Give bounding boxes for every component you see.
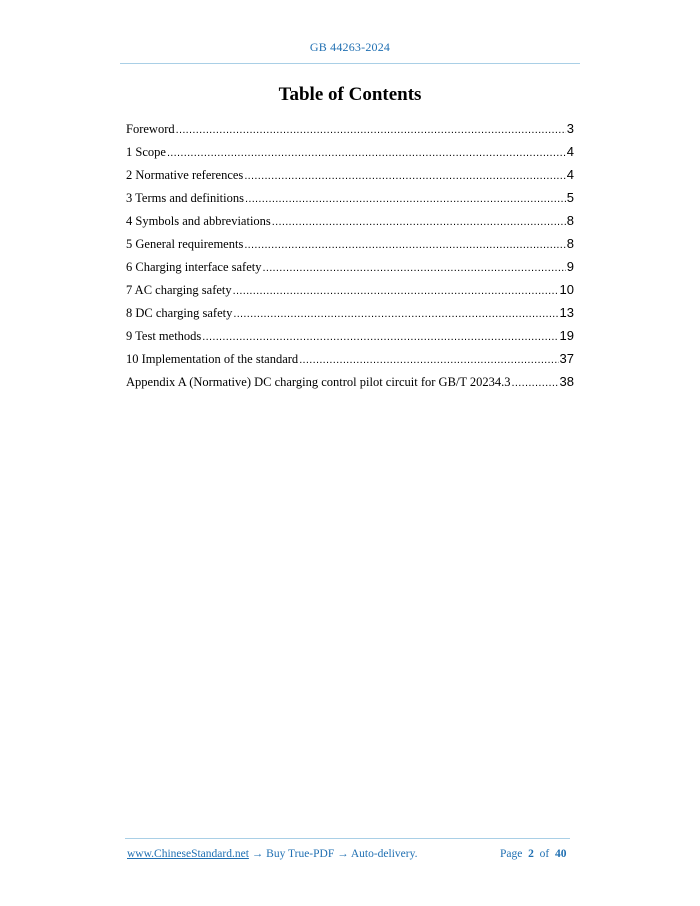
toc-entry[interactable] <box>126 370 574 393</box>
total-pages-number: 40 <box>554 848 567 860</box>
dot-leader <box>202 326 558 349</box>
toc-entry-label: 6 Charging interface safety <box>126 260 262 274</box>
toc-entry-label: 4 Symbols and abbreviations <box>126 214 271 228</box>
toc-entry[interactable] <box>126 278 574 301</box>
toc-entry[interactable] <box>126 186 574 209</box>
toc-entry[interactable] <box>126 301 574 324</box>
toc-entry-page: 8 <box>566 236 574 251</box>
site-link[interactable]: www.ChineseStandard.net <box>127 848 249 860</box>
running-header: GB 44263-2024 <box>309 40 391 54</box>
dot-leader <box>272 211 566 234</box>
dot-leader <box>167 142 566 165</box>
toc-entry-page: 4 <box>566 167 574 182</box>
page-indicator <box>500 848 566 860</box>
toc-entry[interactable] <box>126 163 574 186</box>
toc-entry-label: Foreword <box>126 122 175 136</box>
page-title: Table of Contents <box>278 84 422 105</box>
dot-leader <box>244 165 565 188</box>
toc-entry[interactable] <box>126 117 574 140</box>
footer-promo <box>127 848 417 860</box>
toc-entry[interactable] <box>126 347 574 370</box>
toc-entry[interactable] <box>126 140 574 163</box>
toc-entry-label: 2 Normative references <box>126 168 244 182</box>
toc-entry-label: Appendix A (Normative) DC charging control pilot circuit for GB/T 20234.3 <box>126 375 511 389</box>
toc-entry-label: 10 Implementation of the standard <box>126 352 299 366</box>
page-word: Page <box>500 848 523 860</box>
dot-leader <box>512 372 559 395</box>
toc-entry-label: 8 DC charging safety <box>126 306 233 320</box>
toc-entry-page: 19 <box>559 328 574 343</box>
toc-entry-page: 37 <box>559 351 574 366</box>
toc-entry[interactable] <box>126 232 574 255</box>
dot-leader <box>233 280 559 303</box>
toc-entry-page: 3 <box>566 121 574 136</box>
footer-tagline: → Buy True-PDF → Auto-delivery. <box>248 848 418 860</box>
toc-entry-page: 8 <box>566 213 574 228</box>
toc-entry-page: 13 <box>559 305 574 320</box>
toc-entry-page: 9 <box>566 259 574 274</box>
footer-divider <box>125 838 570 839</box>
toc-entry-page: 5 <box>566 190 574 205</box>
dot-leader <box>245 188 566 211</box>
toc-entry[interactable] <box>126 255 574 278</box>
toc-entry-page: 38 <box>559 374 574 389</box>
toc-list <box>126 117 574 393</box>
toc-entry-page: 4 <box>566 144 574 159</box>
dot-leader <box>299 349 558 372</box>
header-divider <box>120 63 580 64</box>
dot-leader <box>176 119 566 142</box>
toc-entry-label: 1 Scope <box>126 145 166 159</box>
toc-entry-label: 3 Terms and definitions <box>126 191 244 205</box>
toc-entry-label: 9 Test methods <box>126 329 202 343</box>
toc-entry-label: 7 AC charging safety <box>126 283 232 297</box>
dot-leader <box>244 234 565 257</box>
toc-entry[interactable] <box>126 209 574 232</box>
toc-entry[interactable] <box>126 324 574 347</box>
current-page-number: 2 <box>528 848 534 860</box>
toc-entry-page: 10 <box>559 282 574 297</box>
of-word: of <box>539 848 550 860</box>
toc-entry-label: 5 General requirements <box>126 237 244 251</box>
dot-leader <box>262 257 565 280</box>
dot-leader <box>233 303 558 326</box>
